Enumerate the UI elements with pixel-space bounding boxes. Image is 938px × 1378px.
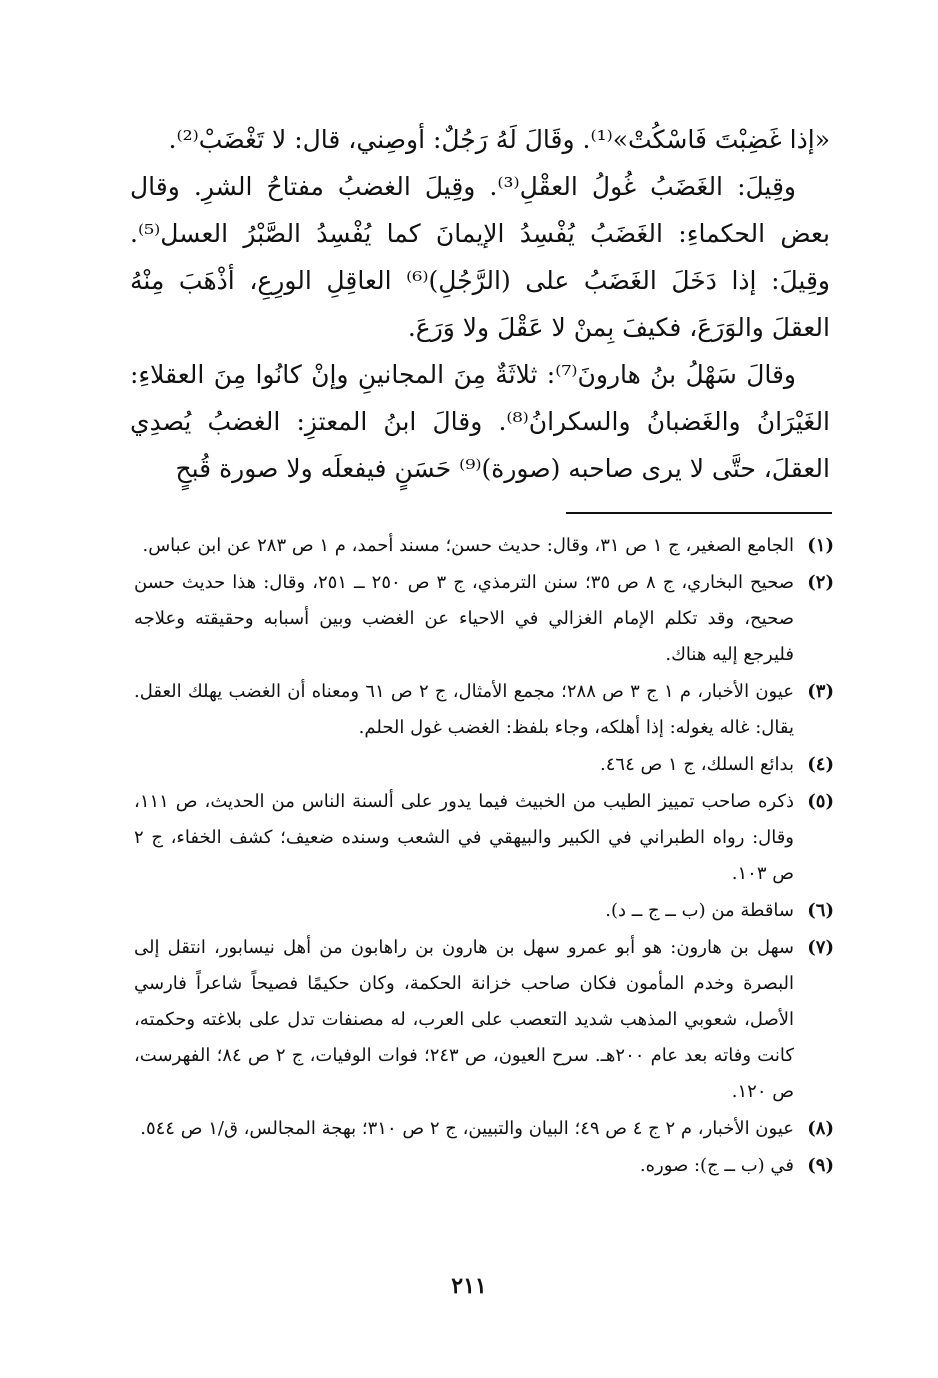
footnote-number: (٤): [807, 754, 834, 775]
footnotes: [134, 528, 834, 1185]
footnote-text: صحيح البخاري، ج ٨ ص ٣٥؛ سنن الترمذي، ج ٣ ص ٢٥٠ ــ ٢٥١، وقال: هذا حديث حسن صحيح، وقد تكلم الإمام الغزالي في الاحياء عن الغضب وبين أسبابه وحقيقته وعلاجه فليرجع إليه هناك.: [134, 572, 794, 665]
footnote-number: (١): [807, 535, 834, 556]
footnote-text: عيون الأخبار، م ١ ج ٣ ص ٢٨٨؛ مجمع الأمثال، ج ٢ ص ٦١ ومعناه أن الغضب يهلك العقل. يقال: غاله يغوله: إذا أهلكه، وجاء بلفظ: الغضب غول الحلم.: [134, 681, 795, 738]
paragraph: «إذا غَضِبْتَ فَاسْكُتْ»⁽¹⁾. وقَالَ لَهُ رَجُلٌ: أوصِني، قال: لا تَغْضَبْ⁽²⁾.: [168, 125, 830, 154]
footnote-text: ذكره صاحب تمييز الطيب من الخبيث فيما يدور على ألسنة الناس من الحديث، ص ١١١، وقال: رواه الطبراني في الكبير والبيهقي في الشعب وسنده ضعيف؛ كشف الخفاء، ج ٢ ص ١٠٣.: [134, 791, 794, 884]
footnote: [134, 1111, 834, 1147]
footnote-number: (٦): [807, 900, 834, 921]
paragraph: وقالَ سَهْلُ بنُ هارونَ⁽⁷⁾: ثلاثَةٌ مِنَ المجانينِ وإنْ كانُوا مِنَ العقلاءِ: الغَيْرَانُ والغَضبانُ والسكرانُ⁽⁸⁾. وقالَ ابنُ المعتزِ: الغضبُ يُصدِي العقلَ، حتَّى لا يرى صاحبه (صورة)⁽⁹⁾ حَسَنٍ فيفعلَه ولا صورة قُبحٍ: [130, 360, 831, 483]
page-number: ٢١١: [451, 1273, 487, 1299]
footnote: [134, 930, 834, 1110]
footnote: [134, 1148, 834, 1184]
footnote: [134, 784, 834, 892]
footnote-number: (٩): [807, 1155, 834, 1176]
footnote-number: (٢): [807, 572, 834, 593]
footnote-number: (٨): [807, 1118, 834, 1139]
footnote: [134, 565, 834, 673]
footnote-text: سهل بن هارون: هو أبو عمرو سهل بن هارون بن راهابون من أهل نيسابور، انتقل إلى البصرة وخدم المأمون فكان صاحب خزانة الحكمة، وكان حكيمًا فصيحاً شاعراً فارسي الأصل، شعوبي المذهب شديد التعصب على العرب، له مصنفات تدل على بلاغته وحكمته، كانت وفاته بعد عام ٢٠٠هـ. سرح العيون، ص ٢٤٣؛ فوات الوفيات، ج ٢ ص ٨٤؛ الفهرست، ص ١٢٠.: [134, 937, 794, 1102]
footnote-number: (٥): [807, 791, 834, 812]
footnote-separator: [566, 512, 832, 514]
footnote-text: في (ب ــ ج): صوره.: [639, 1155, 794, 1176]
footnote: [134, 674, 834, 746]
footnote: [134, 893, 834, 929]
footnote-number: (٧): [807, 937, 834, 958]
main-text: [130, 116, 830, 492]
footnote-text: ساقطة من (ب ــ ج ــ د).: [605, 900, 794, 921]
footnote: [134, 528, 834, 564]
footnote: [134, 747, 834, 783]
paragraph: وقِيلَ: الغَضَبُ غُولُ العقْلِ⁽³⁾. وقِيلَ الغضبُ مفتاحُ الشرِ. وقال بعض الحكماءِ: الغَضَبُ يُفْسِدُ الإيمانَ كما يُفْسِدُ الصَّبْرُ العسل⁽⁵⁾. وقِيلَ: إذا دَخَلَ الغَضَبُ على (الرَّجُلِ)⁽⁶⁾ العاقِلِ الورِعِ، أذْهَبَ مِنْهُ العقلَ والوَرَعَ، فكيفَ بِمنْ لا عَقْلَ ولا وَرَعَ.: [130, 172, 830, 342]
footnote-text: بدائع السلك، ج ١ ص ٤٦٤.: [600, 754, 794, 775]
footnote-text: الجامع الصغير، ج ١ ص ٣١، وقال: حديث حسن؛ مسند أحمد، م ١ ص ٢٨٣ عن ابن عباس.: [142, 535, 794, 556]
footnote-text: عيون الأخبار، م ٢ ج ٤ ص ٤٩؛ البيان والتبيين، ج ٢ ص ٣١٠؛ بهجة المجالس، ق/١ ص ٥٤٤.: [140, 1118, 794, 1139]
footnote-number: (٣): [807, 681, 834, 702]
